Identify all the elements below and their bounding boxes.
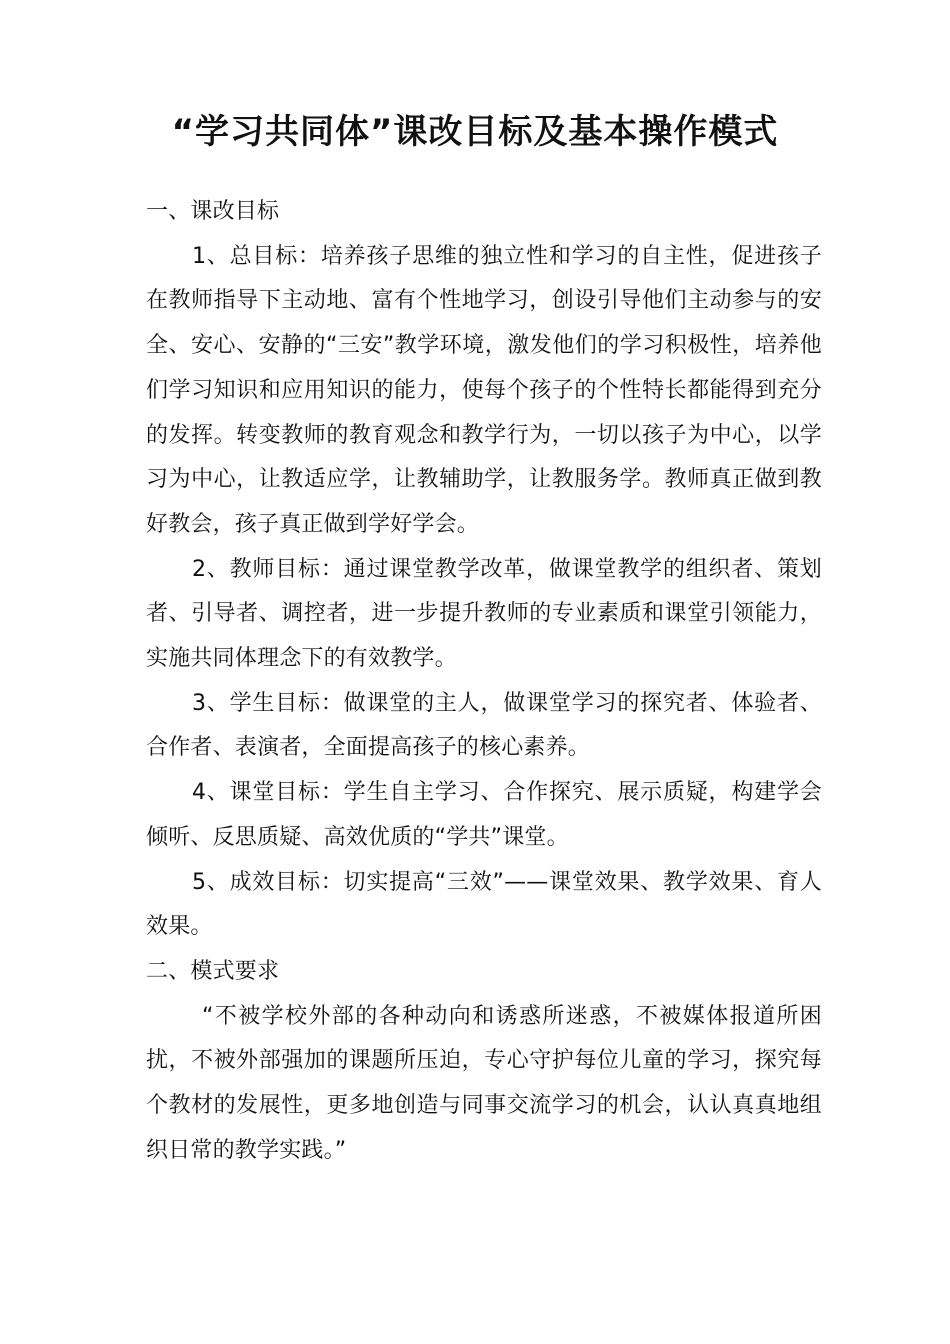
document-body xyxy=(146,190,822,1173)
goal-paragraph-outcome: 5、成效目标：切实提高“三效”——课堂效果、教学效果、育人效果。 xyxy=(146,869,822,940)
model-quote: “不被学校外部的各种动向和诱惑所迷惑，不被媒体报道所困扰，不被外部强加的课题所压迫，专心守护每位儿童的学习，探究每个教材的发展性，更多地创造与同事交流学习的机会，认认真真地组织日常的教学实践。” xyxy=(146,1003,822,1163)
section-heading-goals: 一、课改目标 xyxy=(146,199,280,224)
goal-paragraph-student: 3、学生目标：做课堂的主人，做课堂学习的探究者、体验者、合作者、表演者，全面提高孩子的核心素养。 xyxy=(146,690,822,761)
goal-paragraph-overall: 1、总目标：培养孩子思维的独立性和学习的自主性，促进孩子在教师指导下主动地、富有个性地学习，创设引导他们主动参与的安全、安心、安静的“三安”教学环境，激发他们的学习积极性，培养他们学习知识和应用知识的能力，使每个孩子的个性特长都能得到充分的发挥。转变教师的教育观念和教学行为，一切以孩子为中心，以学习为中心，让教适应学，让教辅助学，让教服务学。教师真正做到教好教会，孩子真正做到学好学会。 xyxy=(146,243,822,537)
section-heading-model: 二、模式要求 xyxy=(146,958,280,984)
goal-paragraph-classroom: 4、课堂目标：学生自主学习、合作探究、展示质疑，构建学会倾听、反思质疑、高效优质的“学共”课堂。 xyxy=(146,780,822,850)
goal-paragraph-teacher: 2、教师目标：通过课堂教学改革，做课堂教学的组织者、策划者、引导者、调控者，进一步提升教师的专业素质和课堂引领能力，实施共同体理念下的有效教学。 xyxy=(146,556,822,672)
document-title: “学习共同体”课改目标及基本操作模式 xyxy=(171,111,779,152)
